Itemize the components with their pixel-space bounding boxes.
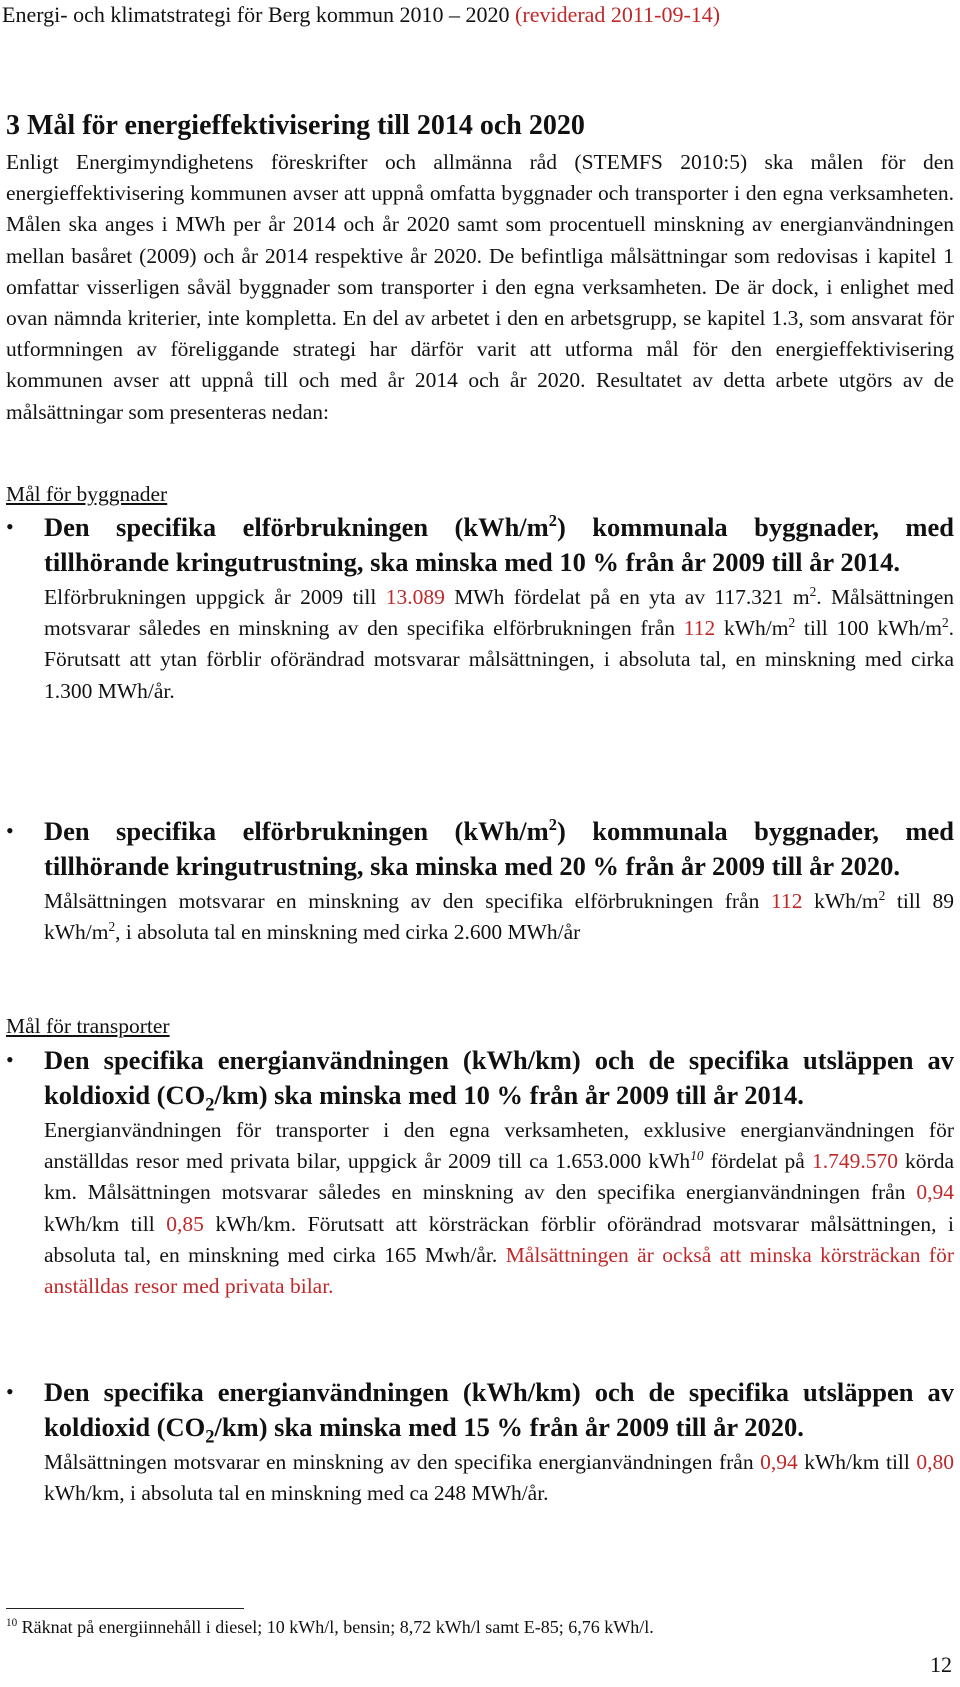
- goal-title: Den specifika elförbrukningen $(kWh/m^2)$ kommunala byggnader, med tillhörande kringutrustning, ska minska med 10 % från år 2009 till år 2014.: [44, 511, 955, 577]
- intro-paragraph: [6, 147, 954, 428]
- transports-heading: Mål för transporter: [6, 1014, 170, 1038]
- page-header: [2, 2, 720, 28]
- bullet-icon: •: [6, 514, 14, 539]
- header-revision: (reviderad 2011-09-14): [515, 2, 721, 27]
- goal-body: Energianvändningen för transporter i den egna verksamheten, exklusive energianvändningen för anställdas resor med privata bilar, uppgick år 2009 till ca 1.653.000 kWh$^{10}$ fördelat på 1.749.570 körda km. Målsättningen motsvarar således en minskning av den specifika energianvändningen från 0,94 kWh/km till 0,85 kWh/km. Förutsatt att körsträckan förblir oförändrad motsvarar målsättningen, i absoluta tal, en minskning med cirka 165 Mwh/år. Målsättningen är också att minska körsträckan för anställdas resor med privata bilar.: [44, 1118, 955, 1299]
- bullet-icon: •: [6, 1379, 14, 1404]
- intro-text-2: Målen ska anges i MWh per år 2014 och år 2020 samt som procentuell minskning av energianvändningen mellan basåret (2009) och år 2014 respektive år 2020. De befintliga målsättningar som redovisas i kapitel 1 omfattar visserligen såväl byggnader som transporter i den egna verksamheten. De är dock, i enlighet med ovan nämnda kriterier, inte kompletta. En del av arbetet i den en arbetsgrupp, se kapitel 1.3, som ansvarat för utformningen av föreliggande strategi har därför varit att utforma mål för den energieffektivisering kommunen avser att uppnå till och med år 2014 och år 2020. Resultatet av detta arbete utgörs av de målsättningar som presenteras nedan:: [6, 212, 954, 424]
- goal-body: Målsättningen motsvarar en minskning av den specifika energianvändningen från 0,94 kWh/km till 0,80 kWh/km, i absoluta tal en minskning med ca 248 MWh/år.: [44, 1450, 954, 1506]
- page-number: 12: [930, 1652, 952, 1677]
- buildings-heading: Mål för byggnader: [6, 482, 168, 506]
- intro-text-1: Enligt Energimyndighetens föreskrifter och allmänna råd (STEMFS 2010:5) ska målen för den energieffektivisering kommunen avser att uppnå omfatta byggnader och transporter i den egna verksamheten.: [6, 150, 954, 206]
- transports-goal-2020: [6, 1375, 954, 1509]
- bullet-icon: •: [6, 1047, 14, 1072]
- footnote-text: Räknat på energiinnehåll i diesel; 10 kWh/l, bensin; 8,72 kWh/l samt E-85; 6,76 kWh/l.: [17, 1617, 654, 1637]
- bullet-icon: •: [6, 818, 14, 843]
- section-title: 3 Mål för energieffektivisering till 2014 och 2020: [6, 110, 585, 141]
- footnote-ref: 10: [690, 1148, 704, 1164]
- goal-body: Elförbrukningen uppgick år 2009 till 13.089 MWh fördelat på en yta av 117.321 $m^2$. Målsättningen motsvarar således en minskning av den specifika elförbrukningen från 112 kWh/$m^2$ till 100 kWh/$m^2$. Förutsatt att ytan förblir oförändrad motsvarar målsättningen, i absoluta tal, en minskning med cirka 1.300 MWh/år.: [44, 583, 954, 703]
- goal-title: Den specifika energianvändningen (kWh/km) och de specifika utsläppen av koldioxid $(CO_2/km)$ ska minska med 10 % från år 2009 till år 2014.: [44, 1045, 954, 1116]
- header-title: Energi- och klimatstrategi för Berg kommun 2010 – 2020: [2, 2, 510, 27]
- goal-title: Den specifika energianvändningen (kWh/km) och de specifika utsläppen av koldioxid $(CO_2/km)$ ska minska med 15 % från år 2009 till år 2020.: [44, 1377, 954, 1448]
- buildings-goal-2020: [6, 814, 954, 948]
- footnote: [6, 1617, 654, 1638]
- buildings-goal-2014: [6, 510, 954, 707]
- transports-goal-2014: [6, 1043, 954, 1302]
- footnote-divider: [6, 1608, 244, 1609]
- goal-title: Den specifika elförbrukningen $(kWh/m^2)$ kommunala byggnader, med tillhörande kringutrustning, ska minska med 20 % från år 2009 till år 2020.: [44, 815, 955, 881]
- goal-body: Målsättningen motsvarar en minskning av den specifika elförbrukningen från 112 kWh/$m^2$ till 89 kWh/$m^2$, i absoluta tal en minskning med cirka 2.600 MWh/år: [44, 887, 954, 945]
- footnote-number: 10: [6, 1617, 18, 1629]
